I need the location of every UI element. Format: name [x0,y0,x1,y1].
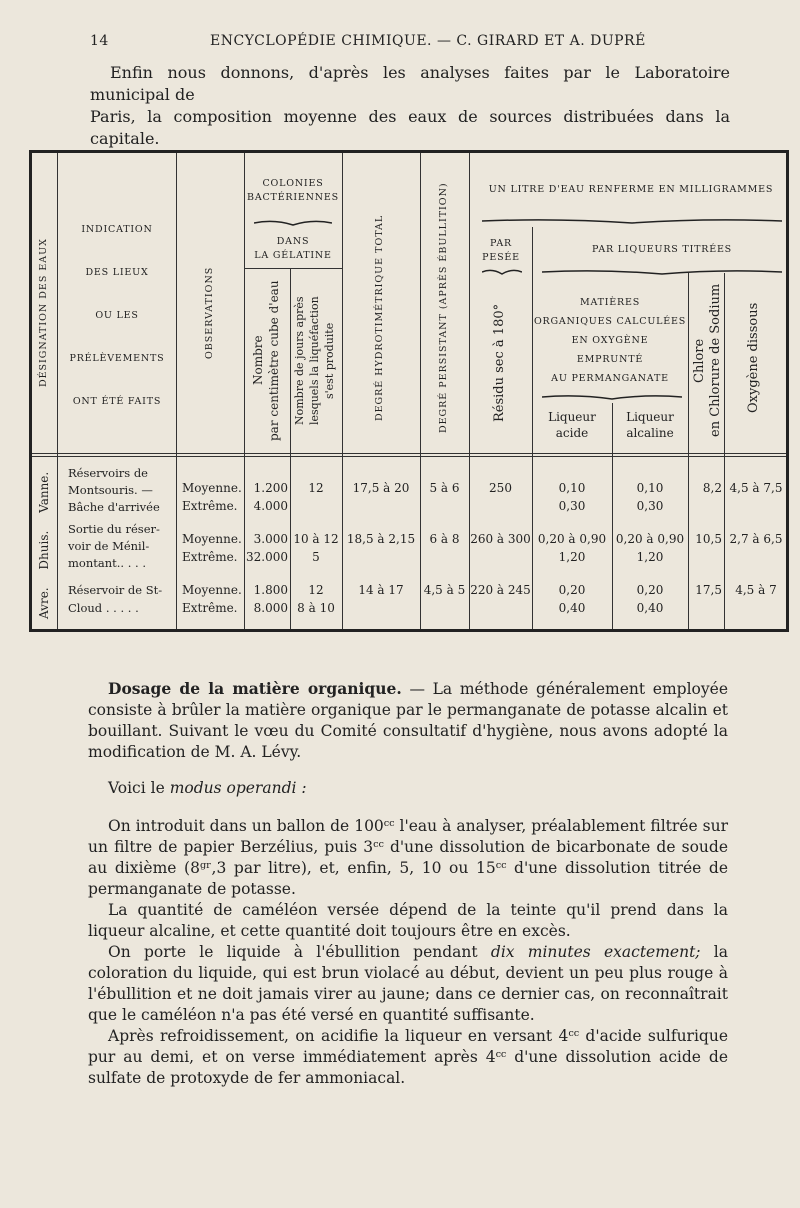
intro-line-2: Paris, la composition moyenne des eaux de sources distribuées dans la capitale. [90,107,730,148]
header-rule [32,456,786,457]
header-degre-persistant: DEGRÉ PERSISTANT (APRÈS ÉBULLITION) [438,182,449,434]
header-liqueur-alcaline: Liqueur alcaline [626,410,674,440]
row2-alcaline: 0,20 à 0,90 1,20 [615,532,685,564]
paragraph-2: La quantité de caméléon versée dépend de la teinte qu'il prend dans la liqueur alcaline, et cette quantité doit toujours être en excès. [88,901,728,940]
paragraph-1: On introduit dans un ballon de 100ᶜᶜ l'eau à analyser, préalablement filtrée sur un filtre de papier Berzélius, puis 3ᶜᶜ d'une dissolution de bicarbonate de soude au dixième (8ᵍʳ,3 par litre), et, enfin, 5, 10 ou 15ᶜᶜ d'une dissolution titrée de permanganate de potasse. [88,817,728,898]
row1-chlore: 8,2 [702,481,722,495]
row3-alcaline: 0,20 0,40 [636,583,664,615]
col-line [176,153,177,629]
brace-icon [482,268,522,276]
header-nombre-cc: Nombre par centimètre cube d'eau [251,280,281,441]
procedure-paragraphs [88,816,728,1089]
voici-paragraph [88,778,728,799]
paragraph-3: On porte le liquide à l'ébullition pendant dix minutes exactement; la coloration du liquide, qui est brun violacé au début, devient un peu plus rouge à l'ébullition et ne doit jamais virer au jaune; dans ce dernier cas, on reconnaîtrait que le caméléon n'a pas été versé en quantité suffisante. [88,943,728,1024]
header-rule [32,453,786,454]
header-liqueur-acide: Liqueur acide [548,410,596,440]
voici-prefix: Voici le [108,779,170,797]
header-un-litre: UN LITRE D'EAU RENFERME EN MILLIGRAMMES [488,184,774,195]
row2-obs: Moyenne. Extrême. [182,532,242,564]
col-line [688,273,689,629]
col-line [342,153,343,629]
header-residu: Résidu sec à 180° [492,303,507,423]
row1-obs: Moyenne. Extrême. [182,481,242,513]
row2-chlore: 10,5 [695,532,722,546]
header-dans-gelatine: DANS LA GÉLATINE [254,236,332,261]
header-degre-total: DEGRÉ HYDROTIMÉTRIQUE TOTAL [374,214,385,422]
intro-line-1: Enfin nous donnons, d'après les analyses faites par le Laboratoire municipal de [90,63,730,104]
row1-degre-total: 17,5 à 20 [352,481,410,495]
row1-oxygene: 4,5 à 7,5 [729,481,783,495]
row1-jours: 12 [308,481,324,495]
header-designation: DÉSIGNATION DES EAUX [38,238,49,388]
brace-icon [482,217,782,225]
col-line [724,273,725,629]
intro-paragraph [90,62,730,150]
modus-operandi: modus operandi : [169,779,307,797]
col-line [469,153,470,629]
row3-degre-total: 14 à 17 [358,583,404,597]
row3-oxygene: 4,5 à 7 [735,583,777,597]
row3-chlore: 17,5 [695,583,722,597]
row2-jours: 10 à 12 5 [293,532,339,564]
col-line [420,153,421,629]
row2-acide: 0,20 à 0,90 1,20 [537,532,607,564]
row1-nombre: 1.200 4.000 [253,481,288,513]
header-indication: INDICATION DES LIEUX OU LES PRÉLÈVEMENTS ONT ÉTÉ FAITS [69,224,165,407]
header-oxygene: Oxygène dissous [746,302,761,414]
header-matieres: MATIÈRES ORGANIQUES CALCULÉES EN OXYGÈNE EMPRUNTÉ AU PERMANGANATE [533,297,687,384]
header-par-liqueurs: PAR LIQUEURS TITRÉES [592,244,732,255]
row3-residu: 220 à 245 [470,583,531,597]
header-chlore: Chlore en Chlorure de Sodium [692,283,723,438]
row1-degre-persistant: 5 à 6 [429,481,460,495]
header-colonies: COLONIES BACTÉRIENNES [247,178,339,203]
brace-icon [542,393,682,401]
row2-degre-persistant: 6 à 8 [429,532,460,546]
side-label: Avre. Dhuis. Vanne. [37,471,51,619]
header-nombre-jours: Nombre de jours après lesquels la liquéfaction s'est produite [293,296,336,425]
dosage-title: Dosage de la matière organique. [108,679,402,698]
row1-alcaline: 0,10 0,30 [636,481,664,513]
brace-icon [254,219,332,227]
row2-nombre: 3.000 32.000 [246,532,288,564]
row2-degre-total: 18,5 à 2,15 [346,532,416,546]
sub-rule [244,268,342,269]
row3-jours: 12 8 à 10 [297,583,335,615]
running-title: ENCYCLOPÉDIE CHIMIQUE. — C. GIRARD ET A. DUPRÉ [210,33,646,49]
row2-place: Sortie du réser- voir de Ménil- montant.. . . . [68,522,160,570]
row3-obs: Moyenne. Extrême. [182,583,242,615]
water-composition-table [29,150,789,632]
col-line [290,268,291,629]
dosage-paragraph [88,678,728,763]
row3-degre-persistant: 4,5 à 5 [423,583,466,597]
row3-place: Réservoir de St- Cloud . . . . . [68,583,163,615]
paragraph-4: Après refroidissement, on acidifie la liqueur en versant 4ᶜᶜ d'acide sulfurique pur au demi, et on verse immédiatement après 4ᶜᶜ d'une dissolution acide de sulfate de protoxyde de fer ammoniacal. [88,1027,728,1087]
row1-residu: 250 [489,481,512,495]
row2-oxygene: 2,7 à 6,5 [729,532,783,546]
row3-acide: 0,20 0,40 [558,583,586,615]
row2-residu: 260 à 300 [470,532,531,546]
row1-acide: 0,10 0,30 [558,481,586,513]
page-number: 14 [90,33,109,49]
row1-place: Réservoirs de Montsouris. — Bâche d'arrivée [68,466,160,514]
header-observations: OBSERVATIONS [204,266,215,360]
header-par-pesee: PAR PESÉE [482,238,520,263]
dosage-text: — La méthode généralement employée consiste à brûler la matière organique par le permanganate de potasse alcalin et bouillant. Suivant le vœu du Comité consultatif d'hygiène, nous avons adopté la modification de M. A. Lévy. [88,680,728,761]
row3-nombre: 1.800 8.000 [253,583,288,615]
brace-icon [542,268,782,276]
